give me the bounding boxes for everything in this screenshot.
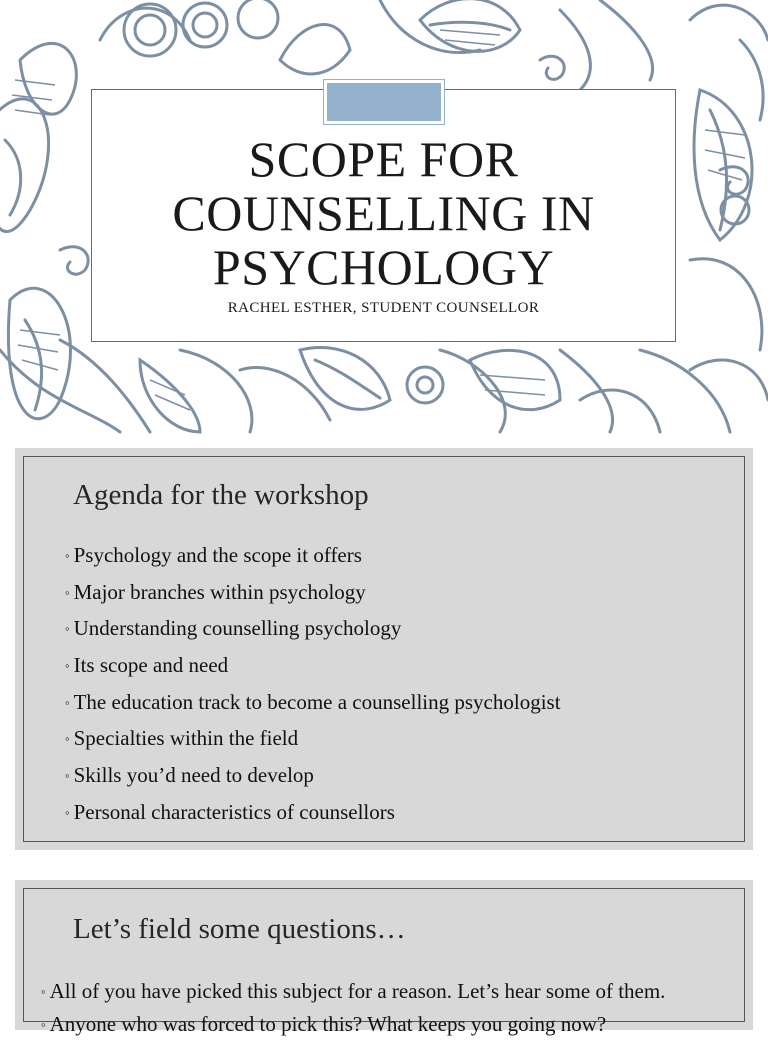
bullet-icon: ◦ <box>65 731 70 747</box>
slide-heading: Agenda for the workshop <box>73 479 369 511</box>
list-item-text: Specialties within the field <box>73 726 299 751</box>
agenda-slide <box>15 448 753 850</box>
title-line: PSYCHOLOGY <box>212 239 555 295</box>
title-slide <box>0 0 768 432</box>
accent-tab <box>324 80 444 124</box>
list-item-text: The education track to become a counselling psychologist <box>73 689 561 714</box>
list-item-text: Anyone who was forced to pick this? What keeps you going now? <box>49 1012 607 1036</box>
bullet-icon: ◦ <box>65 584 70 600</box>
title-line: COUNSELLING IN <box>172 185 595 241</box>
bullet-icon: ◦ <box>65 548 70 563</box>
list-item <box>41 975 665 1008</box>
bullet-icon: ◦ <box>65 768 70 784</box>
bullet-icon: ◦ <box>65 804 70 820</box>
list-item <box>65 757 561 794</box>
bullet-icon: ◦ <box>65 694 70 710</box>
list-item-text: Psychology and the scope it offers <box>73 543 362 567</box>
list-item-text: All of you have picked this subject for a reason. Let’s hear some of them. <box>49 979 666 1003</box>
subtitle: RACHEL ESTHER, STUDENT COUNSELLOR <box>227 300 540 316</box>
bullet-icon: ◦ <box>41 1017 46 1032</box>
list-item-text: Understanding counselling psychology <box>73 616 402 641</box>
list-item-text: Its scope and need <box>73 653 229 678</box>
bullet-icon: ◦ <box>65 621 70 637</box>
list-item-text: Skills you’d need to develop <box>73 763 314 788</box>
bullet-list <box>65 537 561 831</box>
list-item <box>65 610 561 647</box>
main-title <box>91 132 676 294</box>
list-item <box>65 647 561 684</box>
list-item <box>65 684 561 721</box>
list-item <box>65 794 561 831</box>
bullet-icon: ◦ <box>41 984 46 999</box>
questions-slide <box>15 880 753 1036</box>
list-item-text: Personal characteristics of counsellors <box>73 799 395 824</box>
list-item <box>41 1008 665 1041</box>
bullet-list <box>41 975 665 1041</box>
slide-heading: Let’s field some questions… <box>73 913 406 945</box>
title-line: SCOPE FOR <box>248 131 519 187</box>
list-item-text: Major branches within psychology <box>73 579 366 604</box>
list-item <box>65 537 561 574</box>
bullet-icon: ◦ <box>65 658 70 674</box>
list-item <box>65 574 561 611</box>
slide-frame <box>23 456 745 842</box>
slide-frame <box>23 888 745 1036</box>
list-item <box>65 720 561 757</box>
